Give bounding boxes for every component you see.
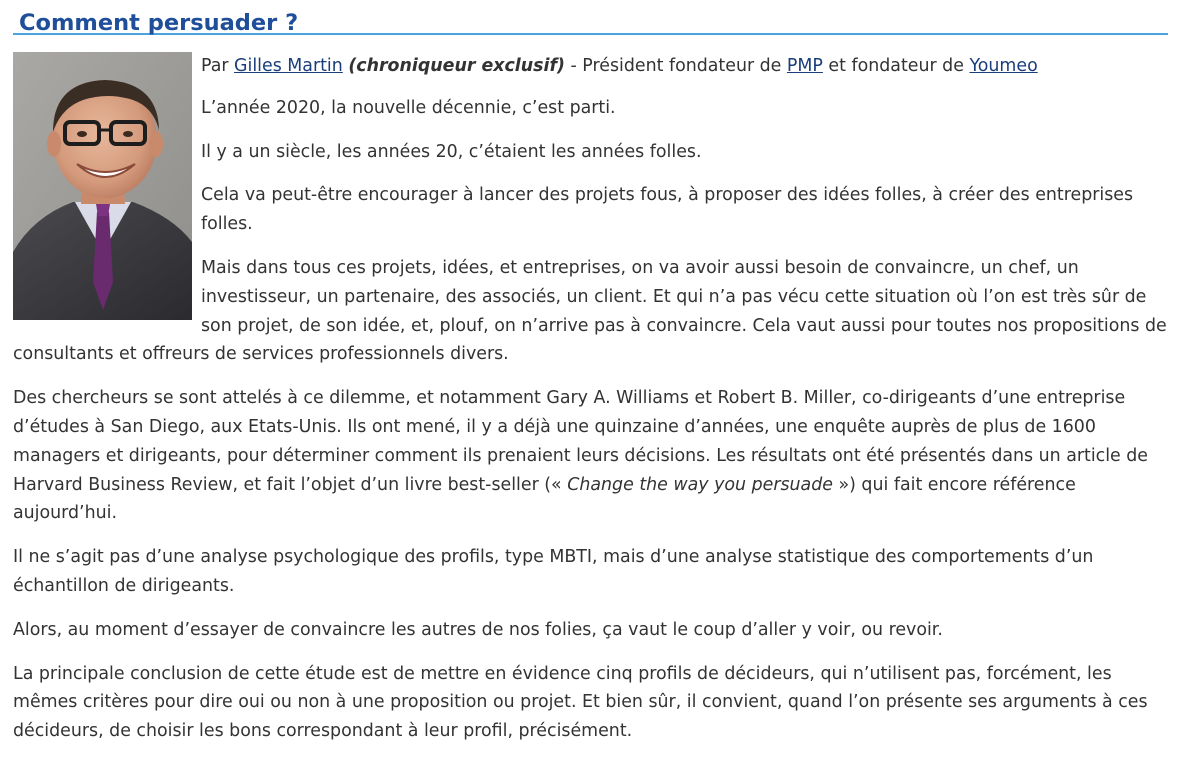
paragraph-researchers — [13, 384, 1168, 528]
paragraph-intro: L’année 2020, la nouvelle décennie, c’est parti. — [201, 97, 616, 118]
paragraph-worth-it: Alors, au moment d’essayer de convaincre les autres de nos folies, ça vaut le coup d’aller y voir, ou revoir. — [13, 619, 943, 640]
article-title: Comment persuader ? — [19, 10, 299, 36]
paragraph-century: Il y a un siècle, les années 20, c’étaient les années folles. — [201, 141, 702, 162]
byline-between: et fondateur de — [822, 56, 970, 76]
byline-middle: - Président fondateur de — [564, 56, 787, 76]
book-title: Change the way you persuade — [567, 474, 833, 495]
author-link[interactable]: Gilles Martin — [234, 56, 343, 76]
author-photo — [13, 52, 192, 320]
author-portrait-image — [13, 52, 192, 320]
author-role: (chroniqueur exclusif) — [348, 56, 565, 76]
researchers-text-end: ») qui fait encore référence aujourd’hui. — [13, 474, 1076, 524]
paragraph-conclusion: La principale conclusion de cette étude est de mettre en évidence cinq profils de décideurs, qui n’utilisent pas, forcément, les mêmes critères pour dire oui ou non à une proposition ou projet. Et bien sûr, il convient, quand l’on présente ses arguments à ces décideurs, de choisir les bons correspondant à leur profil, précisément. — [13, 663, 1148, 742]
researchers-text: Des chercheurs se sont attelés à ce dilemme, et notamment Gary A. Williams et Robert B. Miller, co-dirigeants d’une entreprise d’études à San Diego, aux Etats-Unis. Ils ont mené, il y a déjà une quinzaine d’années, une enquête auprès de plus de 1600 managers et dirigeants, pour déterminer comment ils prenaient leurs décisions. Les résultats ont été présentés dans un article de Harvard Business Review, et fait l’objet d’un livre best-seller (« — [13, 388, 1149, 495]
byline-prefix: Par — [201, 56, 235, 76]
company-youmeo-link[interactable]: Youmeo — [969, 56, 1038, 76]
paragraph-analysis: Il ne s’agit pas d’une analyse psychologique des profils, type MBTI, mais d’une analyse statistique des comportements d’un échantillon de dirigeants. — [13, 547, 1094, 596]
company-pmp-link[interactable]: PMP — [786, 56, 823, 76]
paragraph-crazy-projects: Cela va peut-être encourager à lancer des projets fous, à proposer des idées folles, à créer des entreprises folles. — [201, 185, 1134, 235]
paragraph-convince: Mais dans tous ces projets, idées, et entreprises, on va avoir aussi besoin de convaincre, un chef, un investisseur, un partenaire, des associés, un client. Et qui n’a pas vécu cette situation où l’on est très sûr de son projet, de son idée, et, plouf, on n’arrive pas à convaincre. Cela vaut aussi pour toutes nos propositions de consultants et offreurs de services professionnels divers. — [13, 257, 1167, 365]
article-body — [13, 35, 1168, 746]
